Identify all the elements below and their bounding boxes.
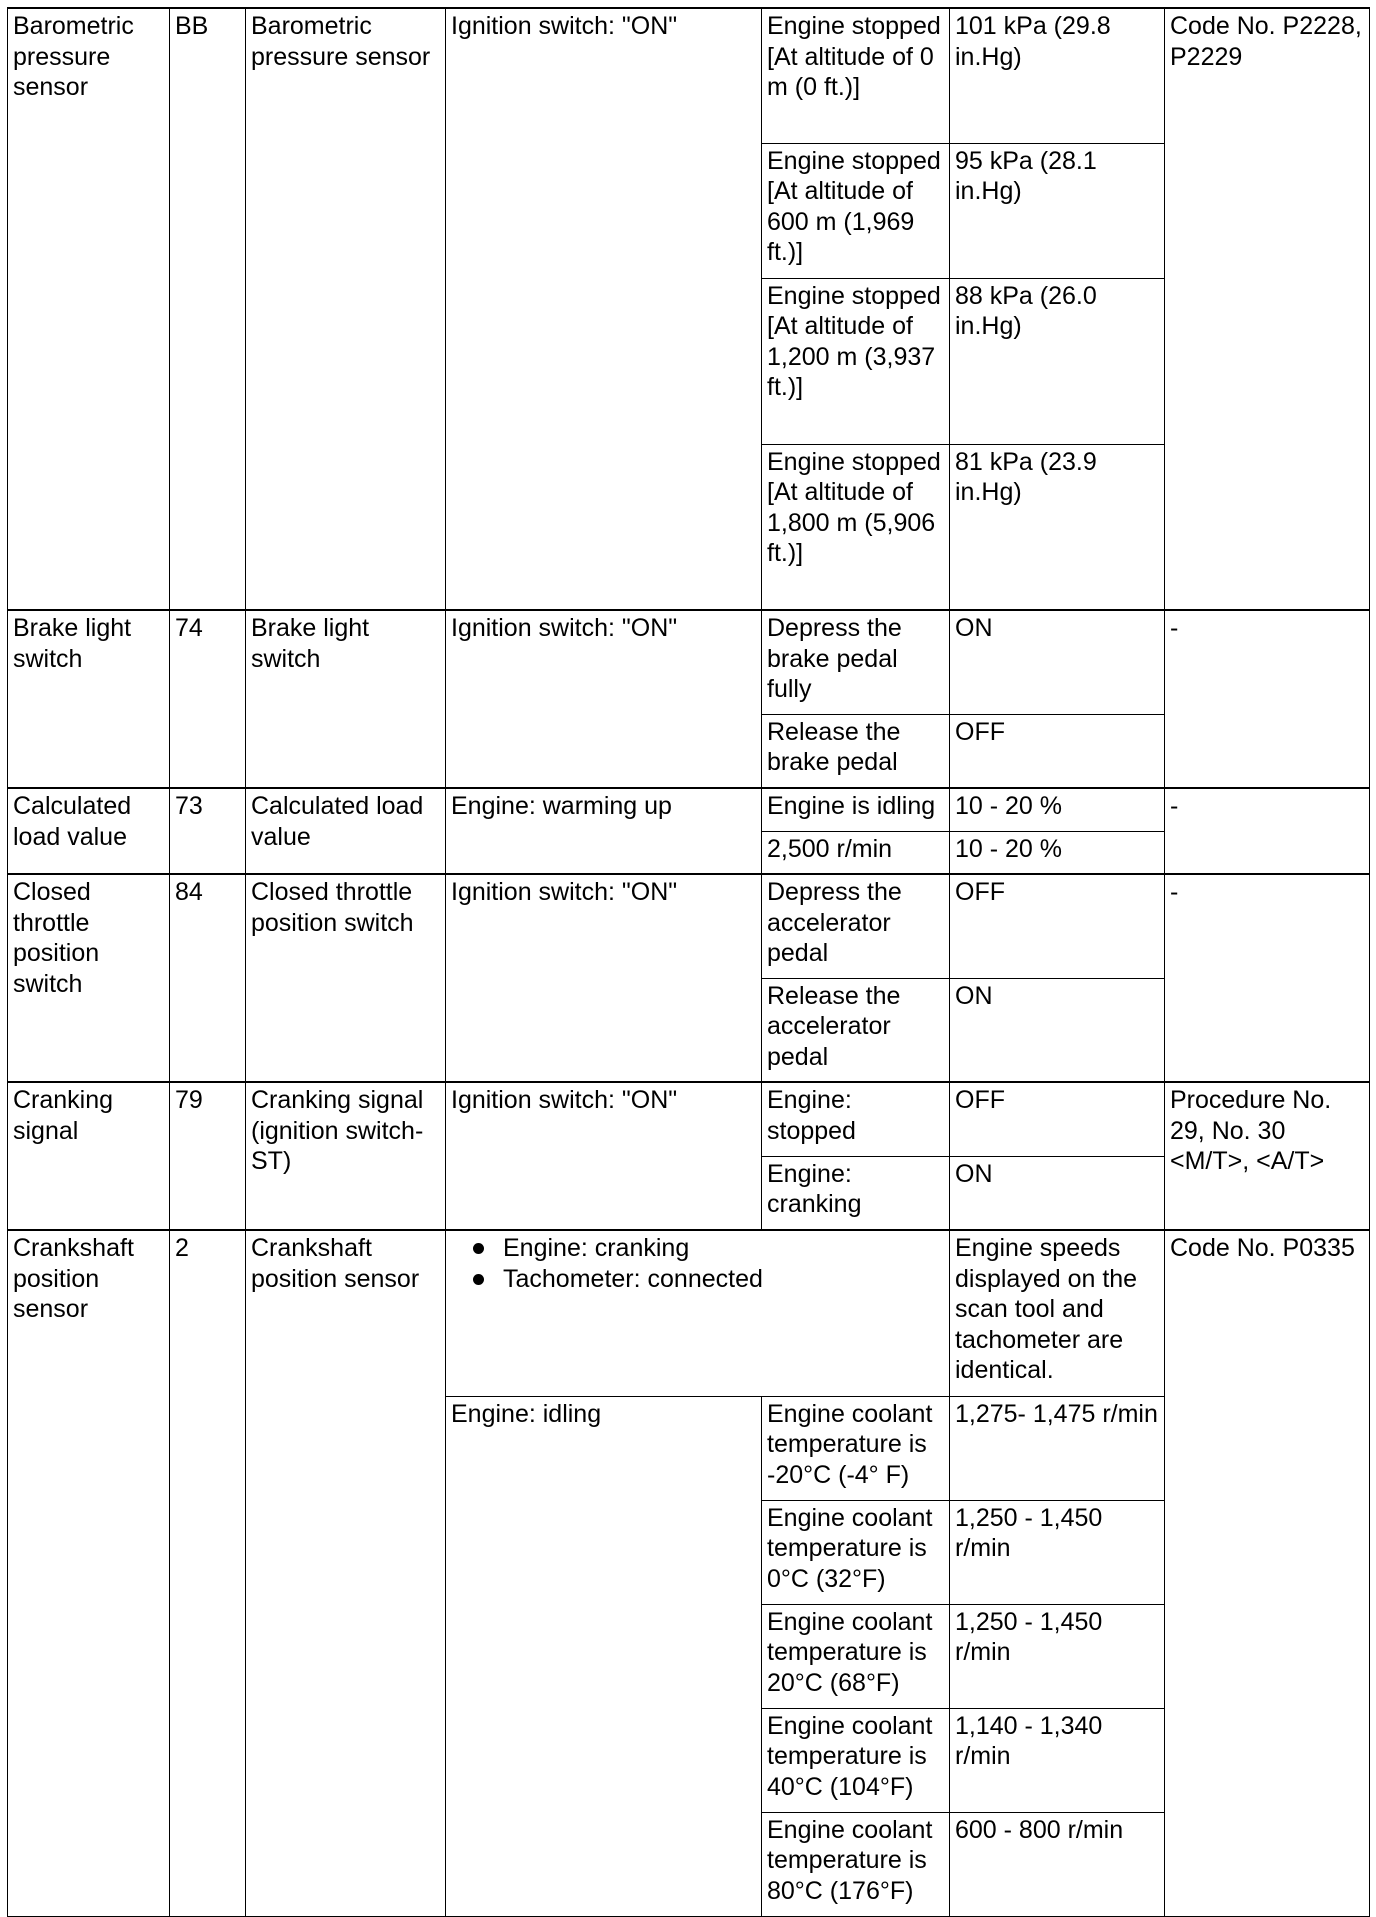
normal-value-cell: 10 - 20 %	[950, 831, 1165, 874]
condition-bullet-list	[451, 1233, 943, 1294]
condition-cell: Engine: warming up	[446, 788, 762, 874]
sub-condition-cell: Depress the accelerator pedal	[762, 874, 950, 978]
reference-cell: Code No. P2228, P2229	[1165, 8, 1370, 610]
normal-value-cell: ON	[950, 1156, 1165, 1230]
normal-value-cell: 1,140 - 1,340 r/min	[950, 1708, 1165, 1812]
sub-condition-cell: Release the accelerator pedal	[762, 978, 950, 1082]
inspection-item-cell: Crankshaft position sensor	[246, 1230, 446, 1916]
normal-value-cell: ON	[950, 978, 1165, 1082]
normal-value-cell: 88 kPa (26.0 in.Hg)	[950, 278, 1165, 444]
check-item-cell: Calculated load value	[8, 788, 170, 874]
item-no-cell: 74	[170, 610, 246, 788]
normal-value-cell: 81 kPa (23.9 in.Hg)	[950, 444, 1165, 610]
list-item: Engine: cranking	[469, 1233, 943, 1264]
condition-cell: Engine: idling	[446, 1396, 762, 1916]
condition-cell: Ignition switch: "ON"	[446, 874, 762, 1082]
sub-condition-cell: Engine stopped [At altitude of 1,800 m (5,906 ft.)]	[762, 444, 950, 610]
table-row	[8, 1082, 1370, 1156]
sub-condition-cell: Engine: stopped	[762, 1082, 950, 1156]
reference-cell: Procedure No. 29, No. 30 <M/T>, <A/T>	[1165, 1082, 1370, 1230]
table-row	[8, 788, 1370, 831]
normal-value-cell: Engine speeds displayed on the scan tool and tachometer are identical.	[950, 1230, 1165, 1396]
sub-condition-cell: Release the brake pedal	[762, 714, 950, 788]
sub-condition-cell: Engine coolant temperature is 0°C (32°F)	[762, 1500, 950, 1604]
item-no-cell: 2	[170, 1230, 246, 1916]
normal-value-cell: 10 - 20 %	[950, 788, 1165, 831]
sub-condition-cell: Engine: cranking	[762, 1156, 950, 1230]
sub-condition-cell: Engine coolant temperature is 20°C (68°F)	[762, 1604, 950, 1708]
item-no-cell: 73	[170, 788, 246, 874]
item-no-cell: BB	[170, 8, 246, 610]
sub-condition-cell: Engine is idling	[762, 788, 950, 831]
sub-condition-cell: Engine coolant temperature is 40°C (104°F)	[762, 1708, 950, 1812]
sub-condition-cell: Engine stopped [At altitude of 0 m (0 ft.)]	[762, 8, 950, 143]
table-row	[8, 1230, 1370, 1396]
check-item-cell: Barometric pressure sensor	[8, 8, 170, 610]
sub-condition-cell: Engine stopped [At altitude of 600 m (1,969 ft.)]	[762, 143, 950, 278]
normal-value-cell: ON	[950, 610, 1165, 714]
normal-value-cell: 95 kPa (28.1 in.Hg)	[950, 143, 1165, 278]
table-row	[8, 610, 1370, 714]
reference-cell: -	[1165, 788, 1370, 874]
inspection-item-cell: Calculated load value	[246, 788, 446, 874]
inspection-item-cell: Brake light switch	[246, 610, 446, 788]
check-item-cell: Closed throttle position switch	[8, 874, 170, 1082]
normal-value-cell: 1,275- 1,475 r/min	[950, 1396, 1165, 1500]
normal-value-cell: 1,250 - 1,450 r/min	[950, 1604, 1165, 1708]
table-row	[8, 874, 1370, 978]
normal-value-cell: OFF	[950, 874, 1165, 978]
normal-value-cell: OFF	[950, 714, 1165, 788]
reference-cell: -	[1165, 874, 1370, 1082]
reference-cell: -	[1165, 610, 1370, 788]
reference-cell: Code No. P0335	[1165, 1230, 1370, 1916]
normal-value-cell: OFF	[950, 1082, 1165, 1156]
condition-cell	[446, 1230, 950, 1396]
check-item-cell: Crankshaft position sensor	[8, 1230, 170, 1916]
condition-cell: Ignition switch: "ON"	[446, 610, 762, 788]
service-data-page	[7, 7, 1369, 1917]
check-item-cell: Brake light switch	[8, 610, 170, 788]
item-no-cell: 84	[170, 874, 246, 1082]
check-item-cell: Cranking signal	[8, 1082, 170, 1230]
inspection-item-cell: Cranking signal (ignition switch-ST)	[246, 1082, 446, 1230]
inspection-item-cell: Barometric pressure sensor	[246, 8, 446, 610]
normal-value-cell: 101 kPa (29.8 in.Hg)	[950, 8, 1165, 143]
list-item: Tachometer: connected	[469, 1264, 943, 1295]
sub-condition-cell: Engine coolant temperature is -20°C (-4° F)	[762, 1396, 950, 1500]
item-no-cell: 79	[170, 1082, 246, 1230]
service-data-table	[7, 7, 1370, 1917]
table-row	[8, 8, 1370, 143]
sub-condition-cell: Engine coolant temperature is 80°C (176°F)	[762, 1812, 950, 1916]
sub-condition-cell: Depress the brake pedal fully	[762, 610, 950, 714]
inspection-item-cell: Closed throttle position switch	[246, 874, 446, 1082]
condition-cell: Ignition switch: "ON"	[446, 1082, 762, 1230]
sub-condition-cell: Engine stopped [At altitude of 1,200 m (3,937 ft.)]	[762, 278, 950, 444]
normal-value-cell: 1,250 - 1,450 r/min	[950, 1500, 1165, 1604]
condition-cell: Ignition switch: "ON"	[446, 8, 762, 610]
sub-condition-cell: 2,500 r/min	[762, 831, 950, 874]
normal-value-cell: 600 - 800 r/min	[950, 1812, 1165, 1916]
